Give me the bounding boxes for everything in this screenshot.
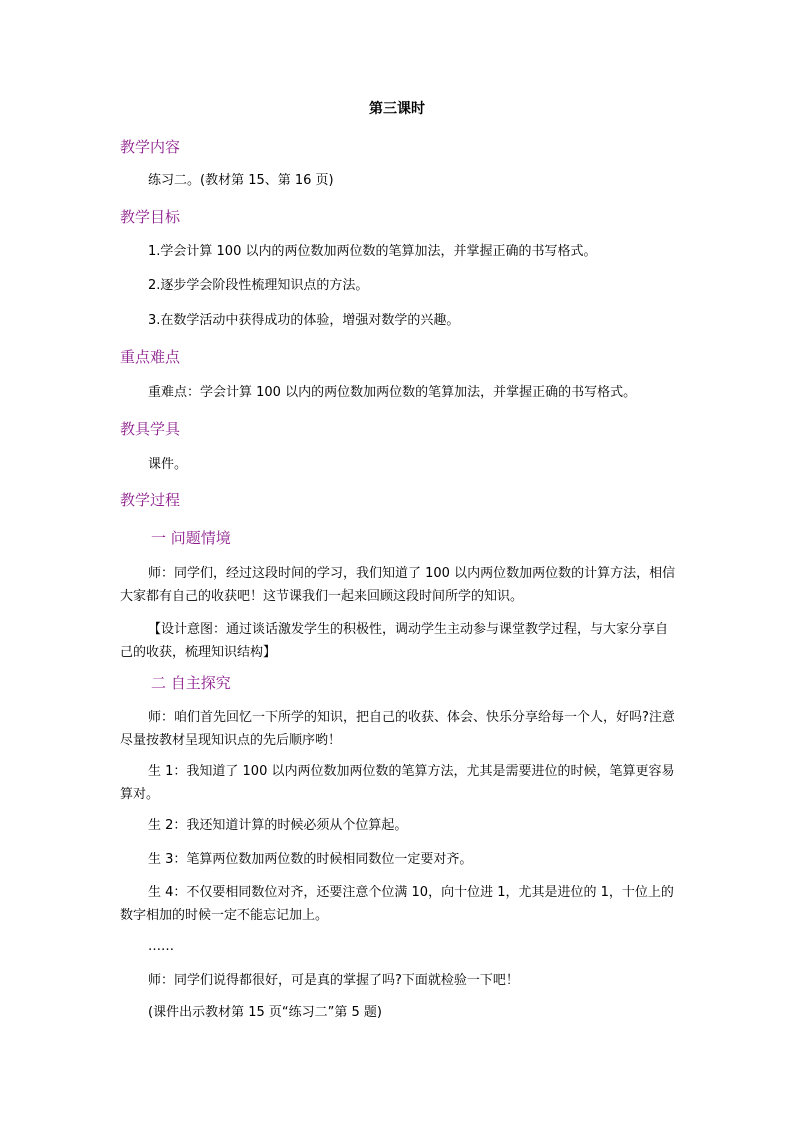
heading-objectives: 教学目标 bbox=[120, 208, 181, 226]
subheading-self-exploration: 二 自主探究 bbox=[151, 674, 231, 692]
tools-text: 课件。 bbox=[148, 457, 188, 472]
process-paragraph-student-2: 生 2：我还知道计算的时候必须从个位算起。 bbox=[148, 818, 408, 833]
process-paragraph-student-3: 生 3：笔算两位数加两位数的时候相同数位一定要对齐。 bbox=[148, 852, 473, 867]
subheading-problem-situation: 一 问题情境 bbox=[151, 529, 231, 547]
process-paragraph-review: 师：咱们首先回忆一下所学的知识，把自己的收获、体会、快乐分享给每一个人，好吗?注意尽量按教材呈现知识点的先后顺序哟！ bbox=[120, 710, 675, 748]
process-paragraph-teacher-check: 师：同学们说得都很好，可是真的掌握了吗?下面就检验一下吧！ bbox=[148, 973, 519, 988]
process-paragraph-ellipsis: …… bbox=[148, 939, 174, 954]
process-paragraph-student-4: 生 4：不仅要相同数位对齐，还要注意个位满 10，向十位进 1，尤其是进位的 1，十位上的数字相加的时候一定不能忘记加上。 bbox=[120, 885, 674, 923]
key-points-text: 重难点：学会计算 100 以内的两位数加两位数的笔算加法，并掌握正确的书写格式。 bbox=[148, 385, 637, 400]
objective-item-3: 3.在数学活动中获得成功的体验，增强对数学的兴趣。 bbox=[148, 313, 460, 328]
objective-item-1: 1.学会计算 100 以内的两位数加两位数的笔算加法，并掌握正确的书写格式。 bbox=[148, 244, 597, 259]
heading-process: 教学过程 bbox=[120, 491, 181, 509]
content-text: 练习二。(教材第 15、第 16 页) bbox=[148, 173, 334, 188]
page-title: 第三课时 bbox=[369, 101, 425, 117]
process-paragraph-design-intent: 【设计意图：通过谈话激发学生的积极性，调动学生主动参与课堂教学过程，与大家分享自己的收获，梳理知识结构】 bbox=[120, 622, 669, 660]
heading-content: 教学内容 bbox=[120, 138, 181, 156]
process-paragraph-student-1: 生 1：我知道了 100 以内两位数加两位数的笔算方法，尤其是需要进位的时候，笔算更容易算对。 bbox=[120, 764, 675, 802]
process-paragraph-courseware-note: (课件出示教材第 15 页“练习二”第 5 题) bbox=[148, 1005, 382, 1020]
heading-tools: 教具学具 bbox=[120, 420, 181, 438]
heading-key-points: 重点难点 bbox=[120, 348, 181, 366]
process-paragraph-intro: 师：同学们，经过这段时间的学习，我们知道了 100 以内两位数加两位数的计算方法，相信大家都有自己的收获吧！这节课我们一起来回顾这段时间所学的知识。 bbox=[120, 566, 676, 604]
objective-item-2: 2.逐步学会阶段性梳理知识点的方法。 bbox=[148, 278, 369, 293]
